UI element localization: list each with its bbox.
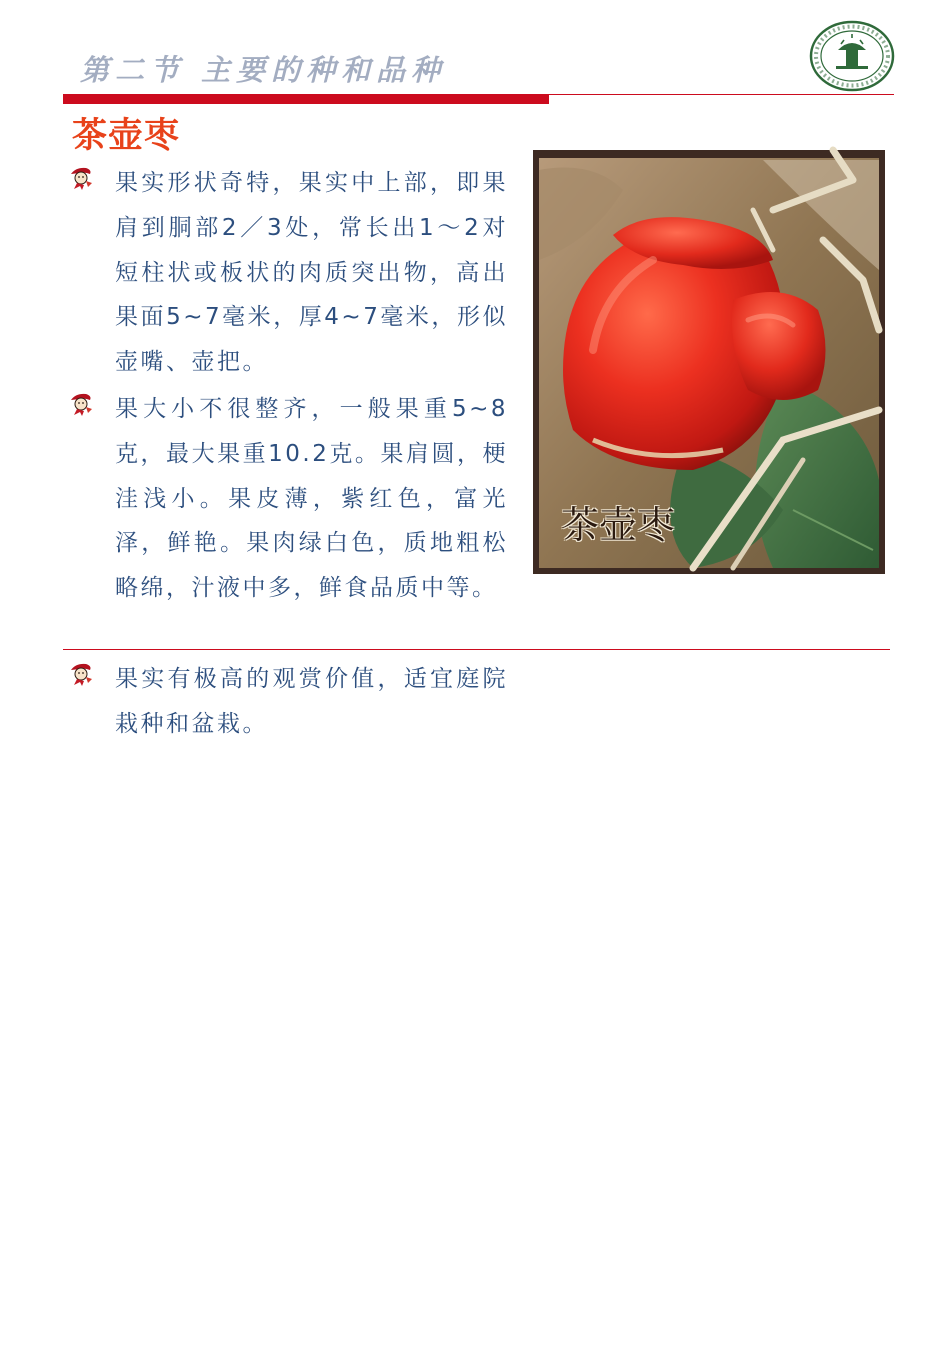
bullet-text: 果实形状奇特，果实中上部，即果肩到胴部2／3处，常长出1～2对短柱状或板状的肉质突出物，高出果面5~7毫米，厚4~7毫米，形似壶嘴、壶把。 — [115, 170, 508, 376]
university-seal-icon — [808, 20, 896, 92]
jujube-photo — [533, 150, 885, 574]
section-title: 第二节 主要的种和品种 — [80, 53, 447, 87]
bullet-mascot-icon — [68, 391, 94, 417]
header-accent-bar — [63, 94, 549, 104]
section-divider — [63, 649, 890, 650]
bullet-mascot-icon — [68, 165, 94, 191]
slide-title: 茶壶枣 — [72, 116, 181, 156]
bullet-mascot-icon — [68, 661, 94, 687]
bullet-item — [68, 161, 508, 385]
bullet-text: 果实有极高的观赏价值，适宜庭院栽种和盆栽。 — [115, 666, 508, 737]
bullet-text: 果大小不很整齐，一般果重5~8克，最大果重10.2克。果肩圆，梗洼浅小。果皮薄，紫红色，富光泽，鲜艳。果肉绿白色，质地粗松略绵，汁液中多，鲜食品质中等。 — [115, 396, 508, 602]
bullet-item — [68, 657, 508, 737]
bullet-item — [68, 387, 508, 655]
photo-caption: 茶壶枣 — [561, 503, 676, 547]
header-accent-line — [549, 94, 894, 95]
